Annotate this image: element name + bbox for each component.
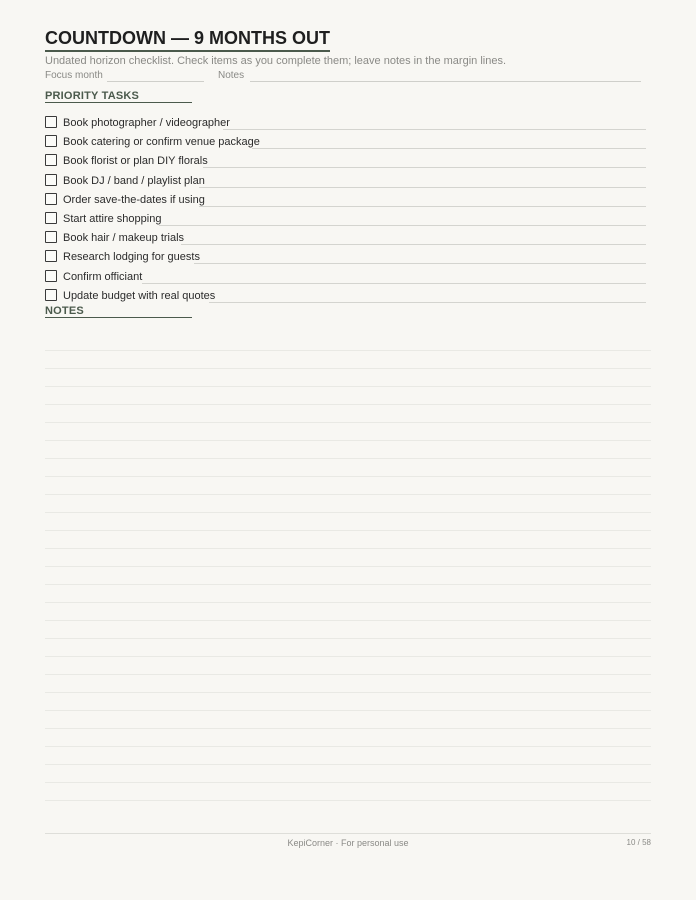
note-line[interactable] (45, 728, 651, 729)
note-line[interactable] (45, 368, 651, 369)
note-line[interactable] (45, 548, 651, 549)
note-line[interactable] (45, 656, 651, 657)
checklist-page (45, 0, 651, 900)
task-row (45, 270, 646, 286)
notes-field[interactable] (250, 81, 641, 82)
task-label: Confirm officiant (63, 271, 143, 283)
meta-row (45, 70, 641, 84)
note-line[interactable] (45, 350, 651, 351)
notes-label: Notes (218, 70, 245, 81)
note-line[interactable] (45, 404, 651, 405)
task-note-line[interactable] (252, 148, 646, 149)
focus-month-field[interactable] (107, 81, 204, 82)
task-label: Book florist or plan DIY florals (63, 155, 208, 167)
note-line[interactable] (45, 638, 651, 639)
note-line[interactable] (45, 566, 651, 567)
task-note-line[interactable] (194, 263, 646, 264)
page-subtitle: Undated horizon checklist. Check items as you complete them; leave notes in the margin lines. (45, 55, 507, 67)
task-label: Research lodging for guests (63, 251, 200, 263)
page-title: COUNTDOWN — 9 MONTHS OUT (45, 28, 330, 52)
task-checkbox[interactable] (45, 116, 57, 128)
task-note-line[interactable] (199, 206, 646, 207)
note-line[interactable] (45, 458, 651, 459)
task-checkbox[interactable] (45, 289, 57, 301)
task-row (45, 193, 646, 209)
task-row (45, 231, 646, 247)
task-checkbox[interactable] (45, 154, 57, 166)
task-label: Book DJ / band / playlist plan (63, 175, 205, 187)
task-row (45, 250, 646, 266)
task-note-line[interactable] (209, 302, 646, 303)
task-note-line[interactable] (223, 129, 646, 130)
note-line[interactable] (45, 692, 651, 693)
focus-month-label: Focus month (45, 70, 103, 81)
note-line[interactable] (45, 440, 651, 441)
task-note-line[interactable] (159, 225, 646, 226)
task-row (45, 174, 646, 190)
task-checkbox[interactable] (45, 231, 57, 243)
task-checkbox[interactable] (45, 135, 57, 147)
note-line[interactable] (45, 512, 651, 513)
task-row (45, 289, 646, 305)
note-line[interactable] (45, 602, 651, 603)
task-row (45, 135, 646, 151)
note-line[interactable] (45, 494, 651, 495)
page-number: 10 / 58 (626, 838, 651, 847)
note-line[interactable] (45, 584, 651, 585)
task-label: Book catering or confirm venue package (63, 136, 260, 148)
task-label: Order save-the-dates if using (63, 194, 205, 206)
task-label: Update budget with real quotes (63, 290, 216, 302)
task-checkbox[interactable] (45, 193, 57, 205)
note-line[interactable] (45, 764, 651, 765)
footer-divider (45, 833, 651, 834)
task-checkbox[interactable] (45, 250, 57, 262)
footer-brand: KepiCorner · For personal use (287, 838, 409, 848)
note-line[interactable] (45, 620, 651, 621)
note-line[interactable] (45, 386, 651, 387)
task-row (45, 212, 646, 228)
task-checkbox[interactable] (45, 270, 57, 282)
task-note-line[interactable] (181, 244, 646, 245)
task-label: Book hair / makeup trials (63, 232, 185, 244)
task-checkbox[interactable] (45, 174, 57, 186)
task-row (45, 154, 646, 170)
task-checkbox[interactable] (45, 212, 57, 224)
note-line[interactable] (45, 476, 651, 477)
note-line[interactable] (45, 746, 651, 747)
task-label: Book photographer / videographer (63, 117, 230, 129)
priority-tasks-heading: PRIORITY TASKS (45, 90, 192, 103)
task-note-line[interactable] (199, 187, 646, 188)
note-line[interactable] (45, 422, 651, 423)
note-line[interactable] (45, 674, 651, 675)
note-line[interactable] (45, 530, 651, 531)
note-line[interactable] (45, 782, 651, 783)
note-line[interactable] (45, 710, 651, 711)
task-note-line[interactable] (142, 283, 646, 284)
task-label: Start attire shopping (63, 213, 162, 225)
task-row (45, 116, 646, 132)
task-note-line[interactable] (203, 167, 646, 168)
note-line[interactable] (45, 800, 651, 801)
notes-heading: NOTES (45, 305, 192, 318)
